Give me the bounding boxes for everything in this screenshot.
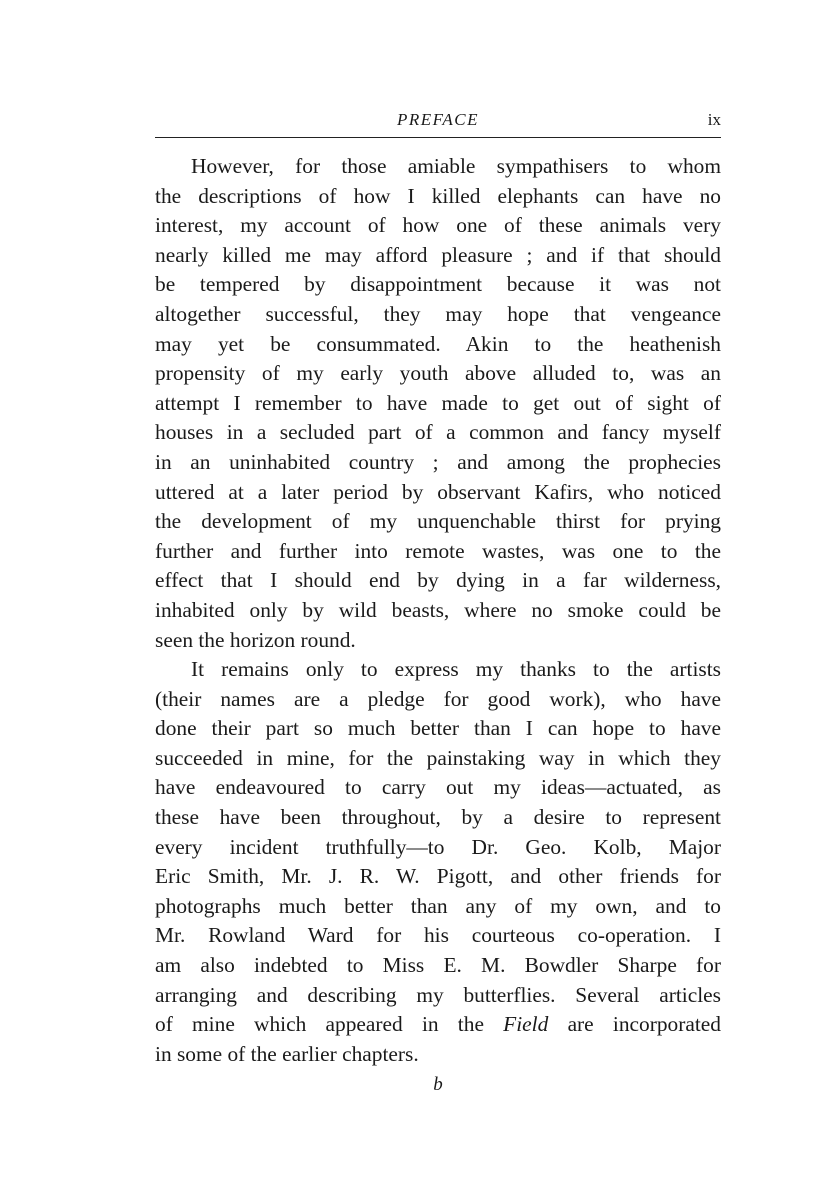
text-line: houses in a secluded part of a common and fancy myself [155, 420, 721, 445]
text-line: every incident truthfully—to Dr. Geo. Kolb, Major [155, 834, 721, 859]
text-line: these have been throughout, by a desire to represent [155, 805, 721, 830]
text-line: nearly killed me may afford pleasure ; and if that should [155, 242, 721, 267]
running-header-title: PREFACE [397, 110, 479, 129]
text-line: inhabited only by wild beasts, where no smoke could be [155, 597, 721, 622]
text-line: attempt I remember to have made to get out of sight of [155, 390, 721, 415]
text-line: However, for those amiable sympathisers to whom [191, 154, 721, 178]
text-line-field [155, 1010, 721, 1040]
text-line: uttered at a later period by observant Kafirs, who noticed [155, 479, 721, 504]
text-line: am also indebted to Miss E. M. Bowdler Sharpe for [155, 953, 721, 978]
text-line: seen the horizon round. [155, 627, 356, 652]
text-line: Eric Smith, Mr. J. R. W. Pigott, and other friends for [155, 864, 721, 889]
paragraph-2 [155, 655, 721, 1069]
text-line: have endeavoured to carry out my ideas—actuated, as [155, 775, 721, 800]
text-line: photographs much better than any of my own, and to [155, 893, 721, 918]
text-line: the development of my unquenchable thirst for prying [155, 509, 721, 534]
text-line: succeeded in mine, for the painstaking way in which they [155, 745, 721, 770]
text-line: further and further into remote wastes, was one to the [155, 538, 721, 563]
text-line: in some of the earlier chapters. [155, 1041, 419, 1066]
paragraph-1 [155, 152, 721, 655]
text-line: arranging and describing my butterflies. Several articles [155, 982, 721, 1007]
text-line: the descriptions of how I killed elephants can have no [155, 183, 721, 208]
text-line: It remains only to express my thanks to the artists [191, 657, 721, 682]
text-line: interest, my account of how one of these animals very [155, 213, 721, 238]
text-line: (their names are a pledge for good work), who have [155, 686, 721, 711]
field-line-before: of mine which appeared in the [155, 1012, 484, 1037]
text-line: effect that I should end by dying in a far wilderness, [155, 568, 721, 593]
text-line: Mr. Rowland Ward for his courteous co-operation. I [155, 923, 721, 948]
field-line-after: are incorporated [567, 1012, 721, 1037]
signature-mark: b [433, 1074, 443, 1095]
header-rule [155, 137, 721, 138]
text-line: be tempered by disappointment because it was not [155, 272, 721, 297]
field-title: Field [503, 1012, 549, 1037]
preface-body [155, 152, 721, 1069]
text-line: propensity of my early youth above alluded to, was an [155, 361, 721, 386]
running-header [155, 108, 721, 132]
text-line: in an uninhabited country ; and among the prophecies [155, 449, 721, 474]
text-line: may yet be consummated. Akin to the heathenish [155, 331, 721, 356]
page-number: ix [707, 110, 721, 129]
text-line: done their part so much better than I can hope to have [155, 716, 721, 741]
text-line: altogether successful, they may hope that vengeance [155, 301, 721, 326]
